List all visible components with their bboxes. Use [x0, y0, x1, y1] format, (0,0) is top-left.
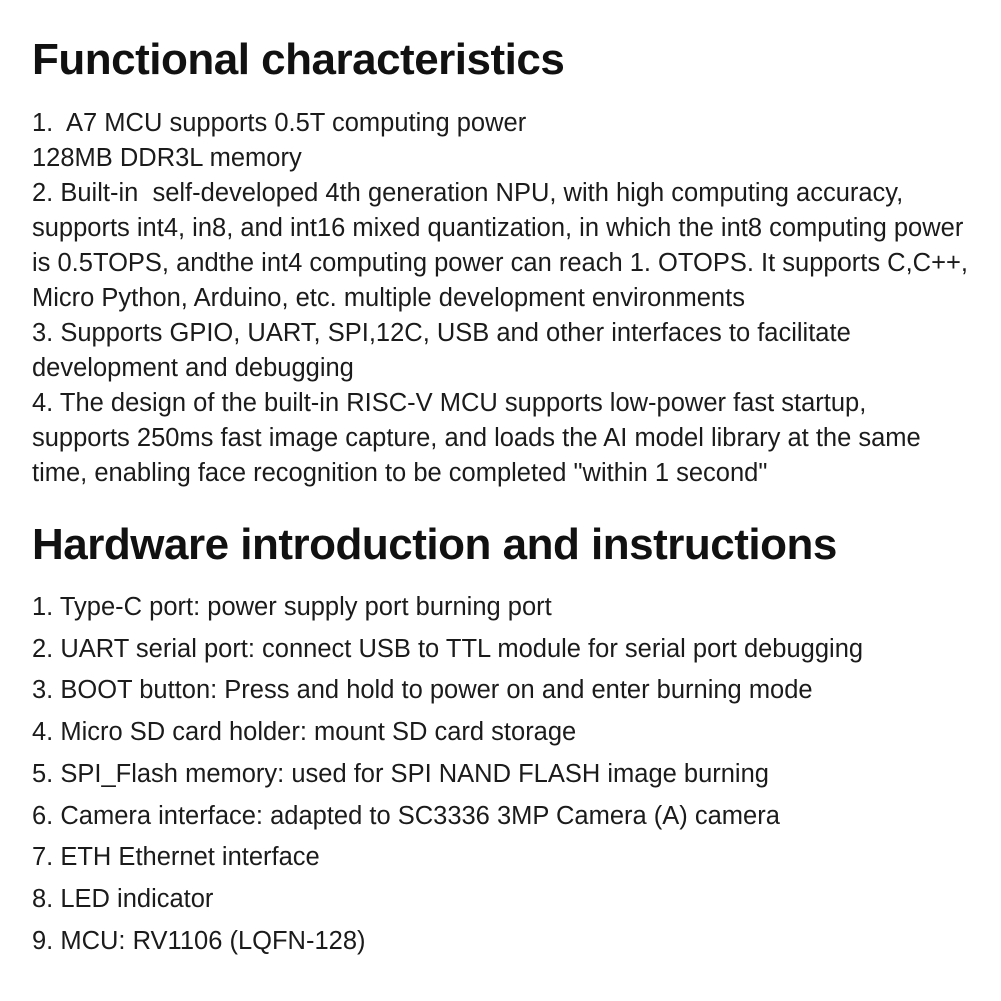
- list-item: 3. BOOT button: Press and hold to power on and enter burning mode: [32, 676, 813, 705]
- page-title-functional-characteristics: Functional characteristics: [32, 35, 565, 84]
- list-item: 1. A7 MCU supports 0.5T computing power: [32, 109, 527, 138]
- page-title-hardware-introduction: Hardware introduction and instructions: [32, 519, 837, 569]
- list-item: 128MB DDR3L memory: [32, 144, 302, 173]
- list-item: 4. The design of the built-in RISC-V MCU supports low-power fast startup, supports 250ms fast image capture, and loads the AI model library at the same time, enabling face recognition to be completed "within 1 second": [32, 388, 928, 487]
- list-item: 9. MCU: RV1106 (LQFN-128): [32, 926, 366, 955]
- hardware-introduction-list: [32, 589, 969, 959]
- list-item: 4. Micro SD card holder: mount SD card storage: [32, 718, 577, 747]
- list-item: 6. Camera interface: adapted to SC3336 3MP Camera (A) camera: [32, 801, 780, 830]
- list-item: 5. SPI_Flash memory: used for SPI NAND FLASH image burning: [32, 759, 769, 788]
- list-item: 1. Type-C port: power supply port burning port: [32, 592, 552, 621]
- list-item: 2. Built-in self-developed 4th generation NPU, with high computing accuracy, supports int4, in8, and int16 mixed quantization, in which the int8 computing power is 0.5TOPS, andthe int4 computing power can reach 1. OTOPS. It supports C,C++, Micro Python, Arduino, etc. multiple development environments: [32, 179, 976, 312]
- list-item: 7. ETH Ethernet interface: [32, 843, 320, 872]
- list-item: 8. LED indicator: [32, 884, 214, 913]
- functional-characteristics-list: [32, 106, 976, 490]
- list-item: 3. Supports GPIO, UART, SPI,12C, USB and other interfaces to facilitate development and debugging: [32, 318, 858, 382]
- list-item: 2. UART serial port: connect USB to TTL module for serial port debugging: [32, 634, 864, 663]
